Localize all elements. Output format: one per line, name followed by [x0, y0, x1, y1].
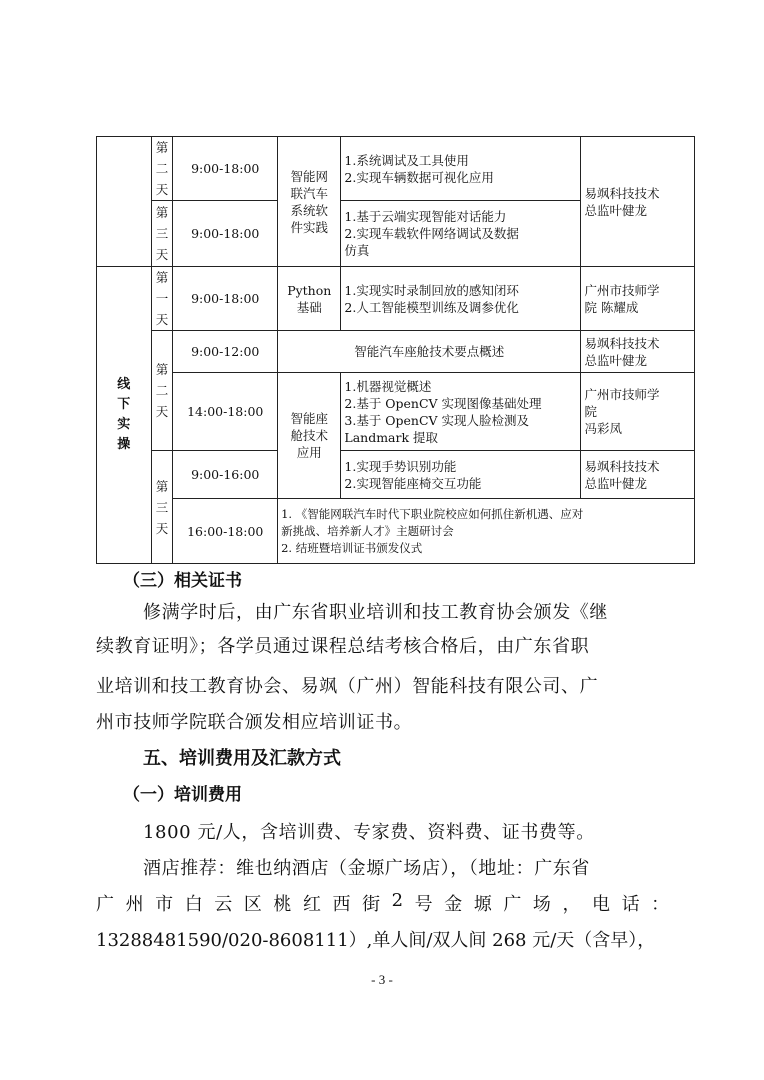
time-cell: 9:00-12:00	[173, 331, 278, 373]
address-char: 桃	[273, 894, 292, 915]
paragraph-line: 续教育证明》；各学员通过课程总结考核合格后，由广东省职	[96, 636, 590, 657]
address-char: 区	[243, 894, 263, 915]
time-cell: 9:00-18:00	[173, 137, 278, 201]
address-char: 电	[592, 894, 611, 915]
teacher-cell: 广州市技师学 院 陈耀成	[581, 267, 695, 331]
time-cell: 9:00-16:00	[173, 451, 278, 499]
address-char: ，	[562, 894, 582, 915]
hotel-contact-line: 13288481590/020-8608111）,单人间/双人间 268 元/天（含早），	[96, 930, 656, 951]
address-char: 金	[444, 894, 463, 915]
section-heading-certificate: （三）相关证书	[123, 571, 242, 591]
table-row	[97, 451, 695, 499]
paragraph-line: 州市技师学院联合颁发相应培训证书。	[96, 712, 413, 733]
module-cell: Python 基础	[278, 267, 341, 331]
address-char: 市	[155, 894, 174, 915]
address-char: 号	[414, 894, 434, 915]
time-cell: 9:00-18:00	[173, 201, 278, 267]
address-char: 白	[184, 894, 204, 915]
sub-heading-fee: （一）培训费用	[123, 785, 242, 805]
section-cell-empty	[97, 137, 152, 267]
address-char: 云	[214, 894, 233, 915]
offline-section-label: 线 下 实 操	[97, 267, 152, 564]
table-row	[97, 373, 695, 451]
address-char: 话	[621, 894, 641, 915]
time-cell: 9:00-18:00	[173, 267, 278, 331]
address-char: 广	[96, 894, 115, 915]
time-cell: 14:00-18:00	[173, 373, 278, 451]
address-char: 广	[503, 894, 522, 915]
module-cell: 智能座 舱技术 应用	[278, 373, 341, 499]
table-row	[97, 137, 695, 201]
table-row	[97, 331, 695, 373]
content-cell: 1.系统调试及工具使用 2.实现车辆数据可视化应用	[341, 137, 581, 201]
day-cell: 第 三 天	[151, 201, 173, 267]
day-cell: 第 二 天	[151, 137, 173, 201]
page-number: - 3 -	[371, 972, 393, 987]
day-cell: 第 三 天	[151, 451, 173, 564]
address-char: 西	[332, 894, 352, 915]
content-cell: 1.实现手势识别功能 2.实现智能座椅交互功能	[341, 451, 581, 499]
time-cell: 16:00-18:00	[173, 499, 278, 564]
content-cell: 1.实现实时录制回放的感知闭环 2.人工智能模型训练及调参优化	[341, 267, 581, 331]
hotel-address-line	[96, 890, 670, 916]
teacher-cell: 易飒科技技术 总监叶健龙	[581, 451, 695, 499]
paragraph-line: 修满学时后，由广东省职业培训和技工教育协会颁发《继	[143, 602, 608, 623]
hotel-line: 酒店推荐：维也纳酒店（金塬广场店），（地址：广东省	[143, 858, 590, 879]
schedule-table	[96, 136, 695, 564]
address-char: 街	[362, 894, 381, 915]
teacher-cell: 易飒科技技术 总监叶健龙	[581, 331, 695, 373]
teacher-cell: 易飒科技技术 总监叶健龙	[581, 137, 695, 267]
section-heading-fees: 五、培训费用及汇款方式	[143, 748, 341, 769]
address-char: ：	[651, 894, 670, 915]
address-char: 红	[302, 894, 322, 915]
fee-line: 1800 元/人，含培训费、专家费、资料费、证书费等。	[143, 822, 595, 843]
content-cell: 智能汽车座舱技术要点概述	[278, 331, 581, 373]
day-cell: 第 二 天	[151, 331, 173, 451]
address-char: 场	[532, 894, 552, 915]
paragraph-line: 业培训和技工教育协会、易飒（广州）智能科技有限公司、广	[96, 676, 599, 697]
table-row	[97, 499, 695, 564]
teacher-cell: 广州市技师学 院 冯彩凤	[581, 373, 695, 451]
content-cell: 1.基于云端实现智能对话能力 2.实现车载软件网络调试及数据 仿真	[341, 201, 581, 267]
content-cell: 1. 《智能网联汽车时代下职业院校应如何抓住新机遇、应对 新挑战、培养新人才》主题研讨会 2. 结班暨培训证书颁发仪式	[278, 499, 695, 564]
address-char: 塬	[473, 894, 493, 915]
module-cell: 智能网 联汽车 系统软 件实践	[278, 137, 341, 267]
address-char: 2	[391, 890, 404, 911]
address-char: 州	[125, 894, 145, 915]
day-cell: 第 一 天	[151, 267, 173, 331]
content-cell: 1.机器视觉概述 2.基于 OpenCV 实现图像基础处理 3.基于 OpenCV 实现人脸检测及 Landmark 提取	[341, 373, 581, 451]
table-row	[97, 267, 695, 331]
